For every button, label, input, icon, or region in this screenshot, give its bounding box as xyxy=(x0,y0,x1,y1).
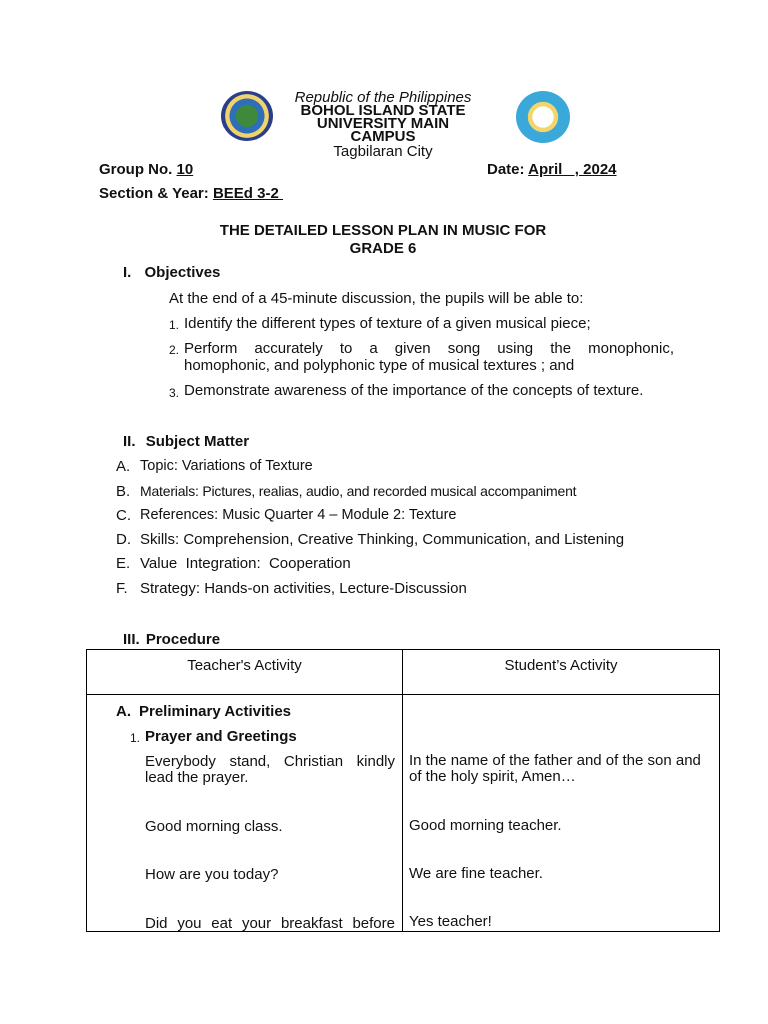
section-label: Section & Year: xyxy=(99,185,209,202)
document-title-line1: THE DETAILED LESSON PLAN IN MUSIC FOR xyxy=(219,222,547,239)
teacher-activity-cell xyxy=(87,695,403,932)
subject-item-references: References: Music Quarter 4 – Module 2: Texture xyxy=(140,507,457,523)
subject-item-topic: Topic: Variations of Texture xyxy=(140,458,313,474)
objective-item-continued: homophonic, and polyphonic type of musical textures ; and xyxy=(184,357,575,374)
group-value: 10 xyxy=(176,161,194,178)
objectives-numeral: I. xyxy=(123,264,132,281)
subject-matter-heading xyxy=(123,433,249,450)
subject-letter: A. xyxy=(116,458,131,475)
prayer-greetings-title: Prayer and Greetings xyxy=(145,728,297,745)
section-field xyxy=(99,185,283,202)
city-line: Tagbilaran City xyxy=(333,143,433,160)
subject-letter: D. xyxy=(116,531,131,548)
procedure-numeral: III. xyxy=(123,631,140,648)
objective-item: Demonstrate awareness of the importance of the concepts of texture. xyxy=(184,382,644,399)
objectives-heading xyxy=(123,264,220,281)
objectives-title: Objectives xyxy=(144,264,221,281)
date-label: Date: xyxy=(487,161,525,178)
teacher-line: lead the prayer. xyxy=(145,769,249,786)
group-field xyxy=(99,161,193,178)
date-field xyxy=(487,161,617,178)
school-name-line1: BOHOL ISLAND STATE xyxy=(300,102,466,119)
objective-item: Perform accurately to a given song using the monophonic, xyxy=(184,340,674,357)
teacher-activity-header-text: Teacher's Activity xyxy=(187,657,302,674)
republic-line: Republic of the Philippines xyxy=(294,89,472,106)
student-line: In the name of the father and of the son and xyxy=(409,752,701,769)
teacher-line: Good morning class. xyxy=(145,818,283,835)
teacher-line: Did you eat your breakfast before xyxy=(145,915,395,932)
preliminary-activities-title: Preliminary Activities xyxy=(139,703,292,720)
table-header-row xyxy=(87,650,720,695)
procedure-title: Procedure xyxy=(145,631,221,648)
student-line: Good morning teacher. xyxy=(409,817,562,834)
student-activity-header-text: Student’s Activity xyxy=(504,657,618,674)
objective-item: Identify the different types of texture of a given musical piece; xyxy=(184,315,591,332)
procedure-heading xyxy=(123,631,220,648)
subject-letter: F. xyxy=(116,580,128,597)
date-value: April , 2024 xyxy=(528,161,617,178)
teacher-activity-header xyxy=(87,650,403,695)
subject-item-materials: Materials: Pictures, realias, audio, and recorded musical accompaniment xyxy=(140,483,577,499)
objective-number: 1. xyxy=(169,318,180,332)
subject-letter: E. xyxy=(116,555,131,572)
subject-matter-numeral: II. xyxy=(123,433,136,450)
group-label: Group No. xyxy=(99,161,173,178)
subject-item-value: Value Integration: Cooperation xyxy=(140,555,351,572)
objectives-intro: At the end of a 45-minute discussion, the pupils will be able to: xyxy=(169,290,584,307)
objective-number: 2. xyxy=(169,343,180,357)
subject-matter-title: Subject Matter xyxy=(145,433,250,450)
subject-item-strategy: Strategy: Hands-on activities, Lecture-Discussion xyxy=(140,580,467,597)
objective-number: 3. xyxy=(169,386,180,400)
subject-letter: C. xyxy=(116,507,131,524)
subject-item-skills: Skills: Comprehension, Creative Thinking, Communication, and Listening xyxy=(140,531,625,548)
school-name-line3: CAMPUS xyxy=(350,128,416,145)
section-value: BEEd 3-2 xyxy=(212,185,283,202)
table-row xyxy=(87,695,720,932)
student-activity-header xyxy=(403,650,720,695)
subject-letter: B. xyxy=(116,483,131,500)
student-activity-cell xyxy=(403,695,720,932)
student-line: Yes teacher! xyxy=(409,913,492,930)
student-line: We are fine teacher. xyxy=(409,865,543,882)
student-line: of the holy spirit, Amen… xyxy=(409,768,576,785)
preliminary-letter: A. xyxy=(116,703,131,720)
prayer-number: 1. xyxy=(130,731,141,745)
school-name-line2: UNIVERSITY MAIN xyxy=(316,115,450,132)
teacher-line: Everybody stand, Christian kindly xyxy=(145,753,395,770)
procedure-table xyxy=(86,649,720,932)
document-title-line2: GRADE 6 xyxy=(349,240,417,257)
teacher-line: How are you today? xyxy=(145,866,279,883)
